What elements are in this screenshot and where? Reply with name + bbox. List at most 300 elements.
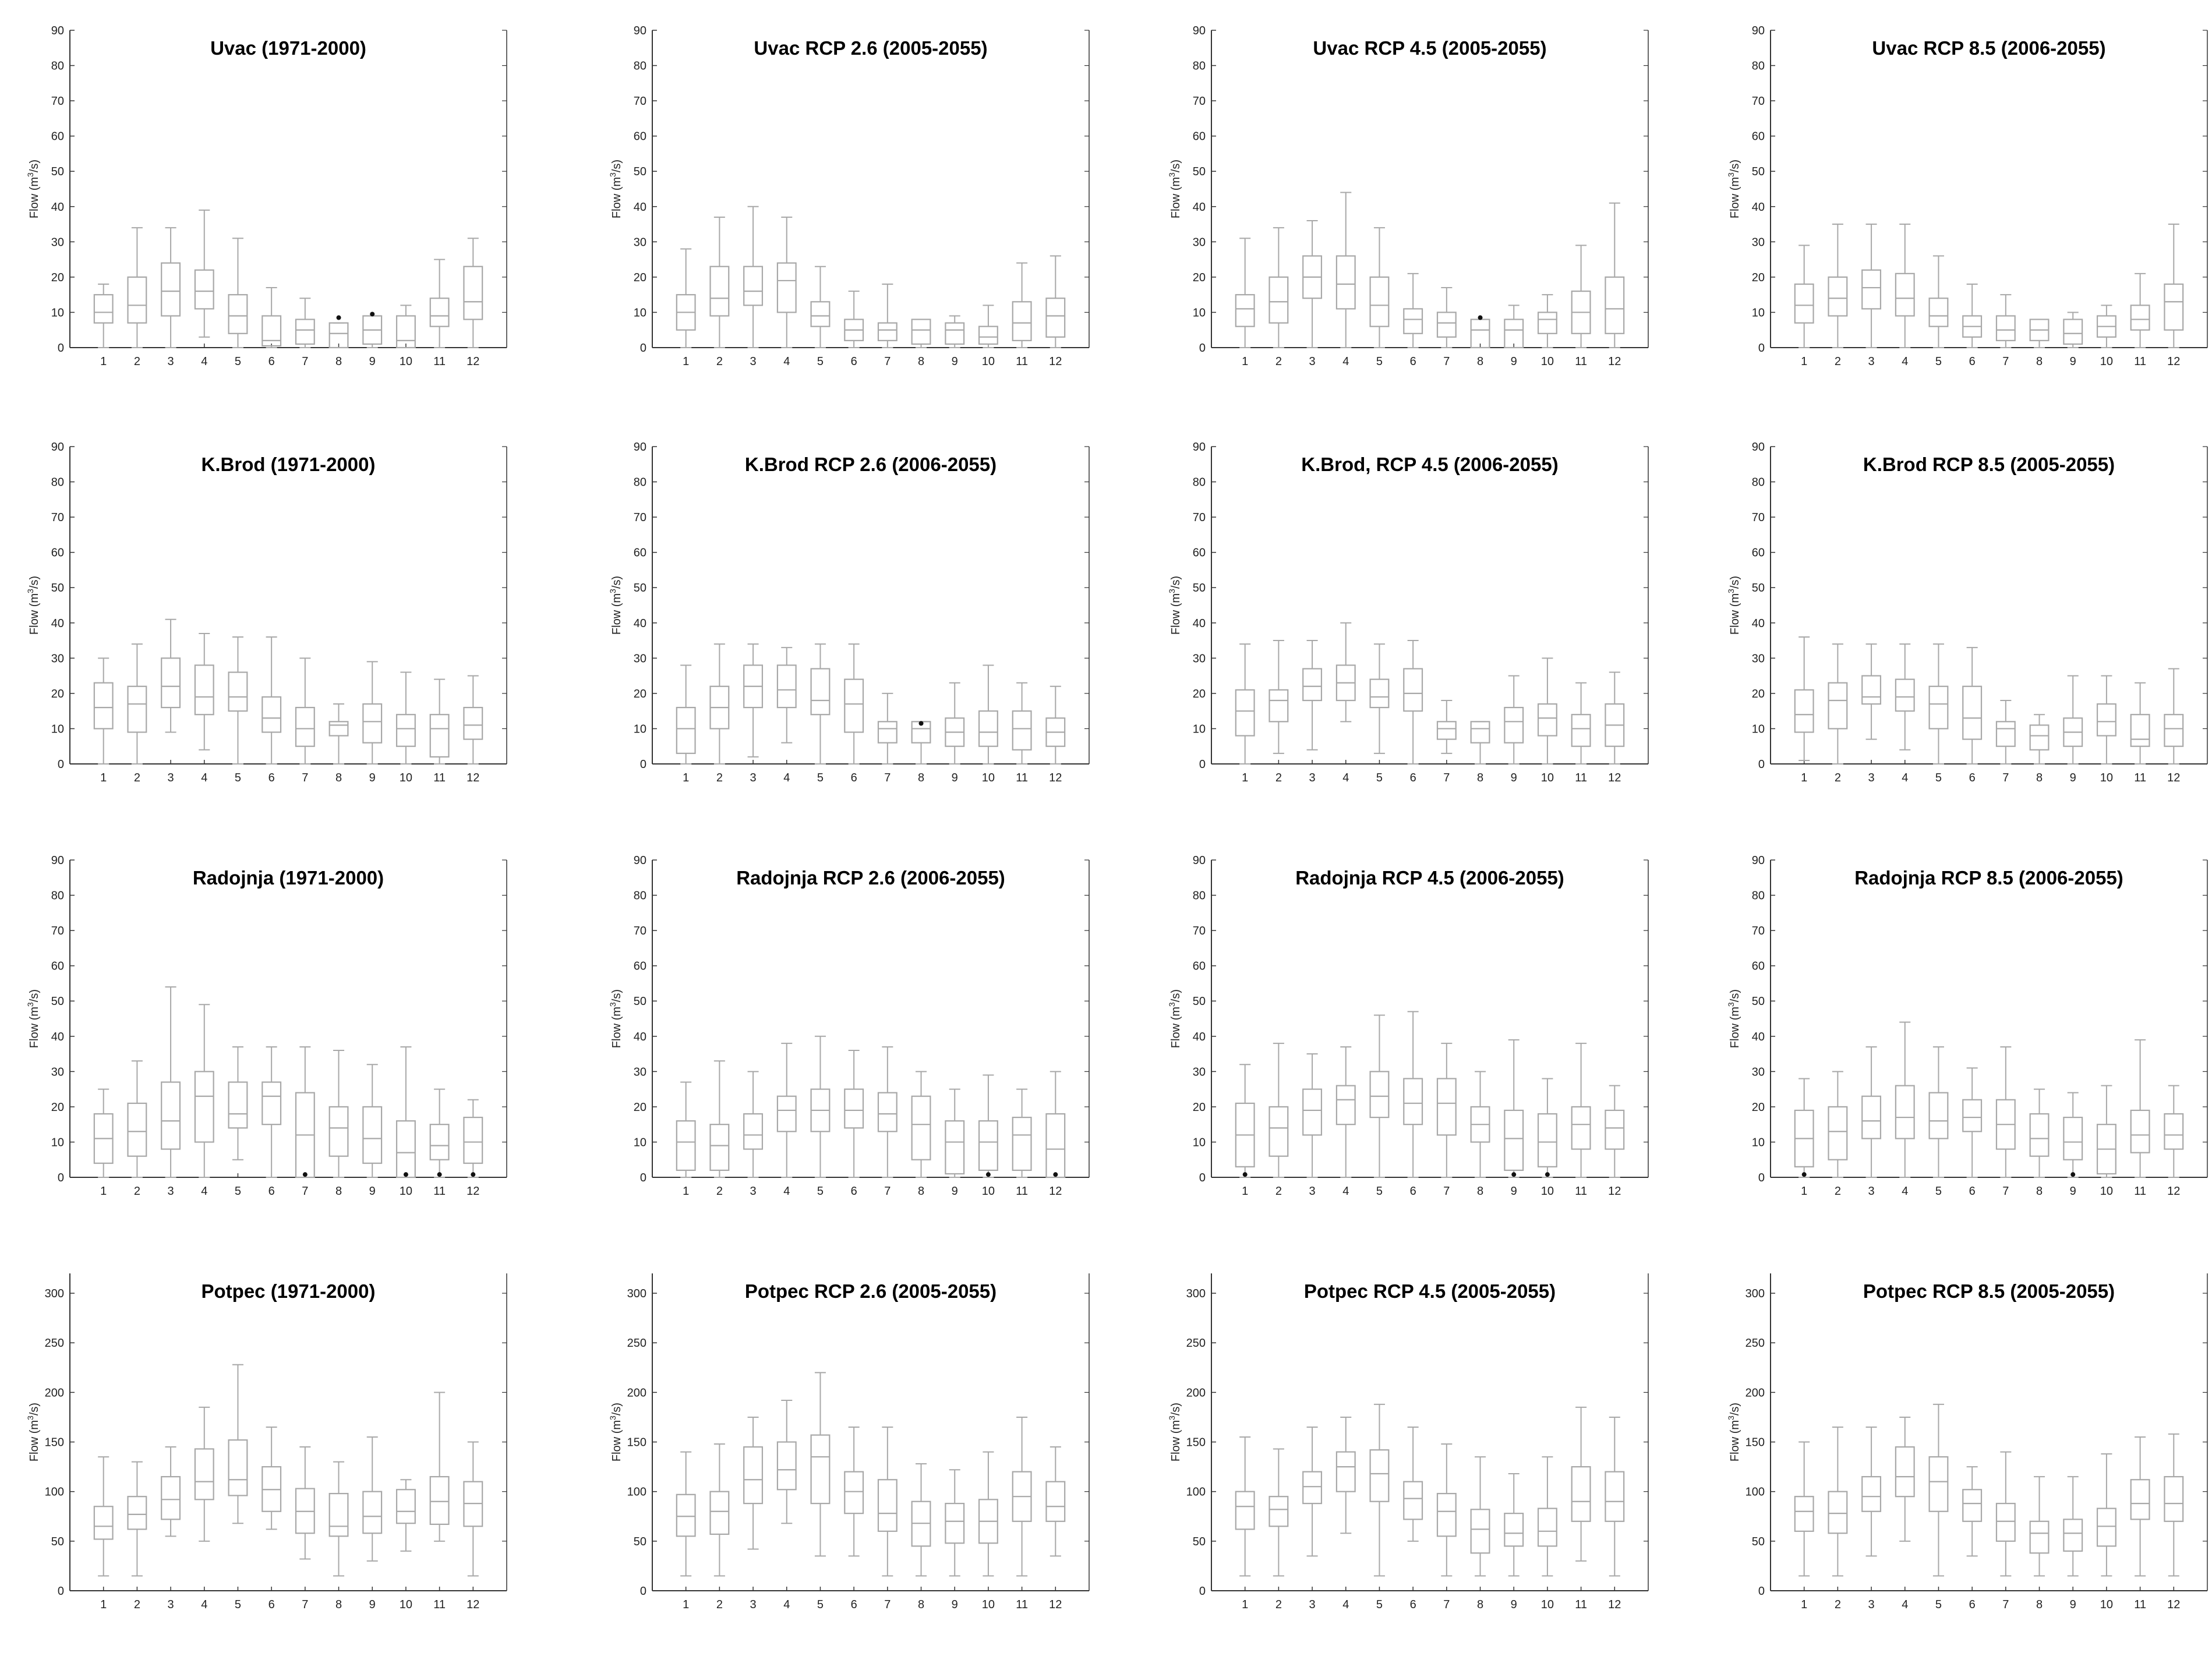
- x-tick-label: 9: [369, 355, 376, 368]
- box-12: [1605, 203, 1624, 348]
- iqr-box: [844, 1089, 863, 1128]
- y-tick-label: 0: [57, 1172, 64, 1184]
- x-tick-label: 10: [981, 1185, 995, 1198]
- iqr-box: [844, 1472, 863, 1514]
- x-tick-label: 5: [1376, 771, 1383, 784]
- x-tick-label: 12: [1608, 355, 1621, 368]
- box-2: [1829, 1427, 1847, 1576]
- iqr-box: [161, 263, 180, 316]
- iqr-box: [778, 263, 796, 313]
- iqr-box: [1862, 1096, 1881, 1139]
- y-tick-label: 60: [1751, 960, 1765, 973]
- y-tick-label: 60: [633, 130, 646, 143]
- outlier-point: [919, 721, 924, 725]
- iqr-box: [945, 1503, 964, 1543]
- x-tick-label: 7: [2002, 771, 2009, 784]
- x-tick-label: 2: [1834, 771, 1841, 784]
- y-axis-label: Flow $(m^3/s)$: [608, 159, 623, 219]
- y-tick-label: 20: [1751, 687, 1765, 700]
- y-tick-label: 70: [1192, 95, 1206, 108]
- y-tick-label: 90: [1192, 854, 1206, 867]
- y-axis-label: Flow $(m^3/s)$: [26, 1402, 41, 1462]
- x-tick-label: 7: [302, 771, 309, 784]
- iqr-box: [945, 1121, 964, 1174]
- iqr-box: [330, 721, 348, 735]
- box-7: [296, 1447, 315, 1559]
- box-4: [195, 1004, 214, 1177]
- x-tick-label: 7: [302, 1598, 309, 1611]
- box-3: [1862, 224, 1881, 348]
- box-8: [912, 320, 931, 348]
- iqr-box: [1370, 277, 1389, 327]
- x-tick-label: 4: [783, 1598, 790, 1611]
- x-tick-label: 2: [716, 355, 723, 368]
- x-tick-label: 12: [467, 1598, 480, 1611]
- y-tick-label: 0: [639, 1585, 646, 1598]
- y-tick-label: 30: [51, 1066, 64, 1079]
- chart-title: Potpec RCP 4.5 (2005-2055): [1303, 1280, 1556, 1302]
- iqr-box: [1471, 721, 1490, 742]
- x-tick-label: 3: [1868, 355, 1875, 368]
- boxplot-svg: [606, 440, 1159, 847]
- iqr-box: [363, 1107, 381, 1163]
- iqr-box: [161, 658, 180, 707]
- x-tick-label: 1: [1801, 771, 1808, 784]
- iqr-box: [878, 721, 897, 742]
- box-10: [2097, 305, 2116, 348]
- x-tick-label: 11: [1575, 1598, 1587, 1611]
- y-tick-label: 50: [1192, 1535, 1206, 1548]
- y-tick-label: 80: [1192, 889, 1206, 903]
- box-3: [161, 987, 180, 1177]
- x-tick-label: 12: [1049, 1185, 1062, 1198]
- iqr-box: [1795, 690, 1814, 732]
- iqr-box: [912, 1096, 931, 1160]
- y-tick-label: 10: [51, 723, 64, 736]
- y-tick-label: 200: [1745, 1386, 1765, 1400]
- x-tick-label: 3: [1868, 771, 1875, 784]
- chart-title: Potpec RCP 2.6 (2005-2055): [744, 1280, 997, 1302]
- box-5: [811, 1372, 830, 1556]
- iqr-box: [1862, 1477, 1881, 1512]
- box-12: [1046, 256, 1065, 348]
- chart-title: Potpec RCP 8.5 (2005-2055): [1863, 1280, 2115, 1302]
- box-2: [711, 1444, 729, 1576]
- box-2: [1829, 224, 1847, 348]
- chart-title: Radojnja RCP 8.5 (2006-2055): [1854, 867, 2123, 889]
- iqr-box: [1270, 277, 1288, 323]
- chart-title: Uvac (1971-2000): [210, 37, 366, 59]
- iqr-box: [1337, 1086, 1355, 1125]
- box-9: [945, 1089, 964, 1177]
- box-2: [711, 217, 729, 348]
- boxplot-svg: [1724, 1266, 2212, 1674]
- box-8: [330, 704, 348, 764]
- box-3: [1303, 1427, 1321, 1556]
- x-tick-label: 2: [716, 1598, 723, 1611]
- y-tick-label: 10: [51, 1136, 64, 1149]
- y-tick-label: 100: [627, 1485, 646, 1499]
- iqr-box: [2097, 1509, 2116, 1546]
- box-4: [1337, 193, 1355, 348]
- y-axis-label: Flow $(m^3/s)$: [1167, 1402, 1182, 1462]
- x-tick-label: 2: [1834, 355, 1841, 368]
- y-axis-label: Flow $(m^3/s)$: [1726, 575, 1741, 635]
- y-tick-label: 70: [51, 511, 64, 525]
- y-tick-label: 10: [633, 306, 646, 320]
- x-tick-label: 6: [268, 771, 275, 784]
- x-tick-label: 1: [1801, 355, 1808, 368]
- iqr-box: [1896, 679, 1914, 712]
- box-9: [363, 661, 381, 764]
- box-7: [1437, 288, 1456, 348]
- boxplot-panel: [23, 1266, 577, 1674]
- x-tick-label: 8: [335, 771, 342, 784]
- x-tick-label: 5: [234, 771, 242, 784]
- box-7: [1997, 1047, 2015, 1177]
- x-tick-label: 1: [1242, 771, 1249, 784]
- x-tick-label: 8: [1476, 1185, 1484, 1198]
- x-tick-label: 1: [683, 1185, 690, 1198]
- y-tick-label: 70: [1192, 511, 1206, 525]
- box-11: [2131, 1040, 2150, 1177]
- iqr-box: [262, 1082, 281, 1125]
- y-tick-label: 0: [57, 1585, 64, 1598]
- box-4: [1337, 1417, 1355, 1533]
- y-tick-label: 0: [1199, 1585, 1206, 1598]
- y-tick-label: 70: [1751, 95, 1765, 108]
- box-5: [229, 1365, 248, 1524]
- chart-title: K.Brod, RCP 4.5 (2006-2055): [1301, 454, 1559, 475]
- box-12: [1605, 673, 1624, 764]
- iqr-box: [1404, 1482, 1422, 1520]
- y-tick-label: 150: [1745, 1436, 1765, 1449]
- iqr-box: [1370, 1450, 1389, 1502]
- y-tick-label: 30: [1192, 1066, 1206, 1079]
- box-9: [363, 316, 381, 348]
- x-tick-label: 4: [1902, 1185, 1909, 1198]
- iqr-box: [1997, 721, 2015, 746]
- y-tick-label: 70: [633, 925, 646, 938]
- box-4: [195, 1407, 214, 1541]
- x-tick-label: 11: [2134, 355, 2146, 368]
- iqr-box: [464, 1117, 482, 1163]
- y-tick-label: 40: [633, 617, 646, 630]
- x-tick-label: 9: [951, 1185, 958, 1198]
- y-tick-label: 10: [1751, 306, 1765, 320]
- y-tick-label: 50: [633, 1535, 646, 1548]
- iqr-box: [1046, 298, 1065, 337]
- box-6: [844, 291, 863, 348]
- x-tick-label: 12: [467, 1185, 480, 1198]
- x-tick-label: 9: [1510, 771, 1517, 784]
- x-tick-label: 8: [917, 355, 925, 368]
- y-tick-label: 250: [627, 1337, 646, 1350]
- boxplot-svg: [23, 440, 577, 847]
- y-axis-label: Flow $(m^3/s)$: [608, 575, 623, 635]
- x-tick-label: 8: [2036, 355, 2043, 368]
- iqr-box: [1896, 1447, 1914, 1496]
- iqr-box: [677, 1121, 695, 1170]
- y-tick-label: 50: [1751, 995, 1765, 1008]
- y-tick-label: 80: [633, 59, 646, 73]
- box-6: [1404, 274, 1422, 348]
- iqr-box: [1471, 320, 1490, 348]
- x-tick-label: 1: [100, 355, 107, 368]
- y-tick-label: 250: [1186, 1337, 1206, 1350]
- iqr-box: [878, 323, 897, 341]
- iqr-box: [2131, 714, 2150, 746]
- chart-title: K.Brod RCP 8.5 (2005-2055): [1863, 454, 2115, 475]
- boxplot-panel: [1165, 23, 1718, 431]
- box-7: [1997, 295, 2015, 348]
- y-tick-label: 40: [51, 200, 64, 214]
- iqr-box: [1963, 686, 1981, 739]
- y-tick-label: 50: [51, 582, 64, 595]
- x-tick-label: 1: [683, 771, 690, 784]
- y-tick-label: 70: [1751, 511, 1765, 525]
- x-tick-label: 3: [750, 1598, 757, 1611]
- x-tick-label: 9: [951, 1598, 958, 1611]
- iqr-box: [878, 1480, 897, 1531]
- box-2: [1270, 228, 1288, 348]
- y-tick-label: 80: [1192, 476, 1206, 489]
- iqr-box: [464, 707, 482, 739]
- y-axis-label: Flow $(m^3/s)$: [1167, 575, 1182, 635]
- box-3: [744, 644, 762, 757]
- box-9: [1504, 1040, 1523, 1177]
- y-tick-label: 70: [51, 925, 64, 938]
- x-tick-label: 7: [884, 1185, 891, 1198]
- iqr-box: [1997, 1503, 2015, 1541]
- y-tick-label: 20: [51, 687, 64, 700]
- x-tick-label: 6: [268, 355, 275, 368]
- x-tick-label: 3: [167, 771, 174, 784]
- x-tick-label: 5: [1935, 355, 1942, 368]
- box-9: [2063, 1477, 2082, 1576]
- box-8: [912, 721, 931, 764]
- x-tick-label: 7: [1443, 1185, 1450, 1198]
- y-tick-label: 10: [633, 723, 646, 736]
- iqr-box: [1997, 316, 2015, 341]
- box-7: [1997, 700, 2015, 764]
- box-8: [2030, 714, 2049, 764]
- outlier-point: [2070, 1172, 2075, 1177]
- box-12: [2164, 669, 2183, 765]
- x-tick-label: 6: [1969, 355, 1976, 368]
- y-tick-label: 90: [1751, 441, 1765, 454]
- iqr-box: [296, 707, 315, 746]
- box-3: [744, 1071, 762, 1177]
- x-tick-label: 10: [399, 1598, 413, 1611]
- y-tick-label: 20: [1751, 1100, 1765, 1114]
- box-1: [94, 1089, 113, 1177]
- box-1: [677, 1452, 695, 1576]
- iqr-box: [1270, 1107, 1288, 1156]
- boxplot-svg: [606, 1266, 1159, 1674]
- x-tick-label: 3: [1309, 771, 1316, 784]
- box-12: [464, 238, 482, 348]
- y-tick-label: 30: [633, 652, 646, 666]
- box-10: [2097, 1454, 2116, 1576]
- iqr-box: [195, 1449, 214, 1499]
- box-5: [229, 238, 248, 348]
- x-tick-label: 7: [302, 355, 309, 368]
- y-tick-label: 90: [1192, 441, 1206, 454]
- outlier-point: [1478, 316, 1483, 320]
- box-8: [330, 1462, 348, 1576]
- box-10: [979, 1075, 998, 1177]
- x-tick-label: 11: [433, 1185, 446, 1198]
- iqr-box: [1862, 676, 1881, 704]
- iqr-box: [1930, 1093, 1948, 1139]
- iqr-box: [1538, 1114, 1557, 1167]
- y-axis-label: Flow $(m^3/s)$: [1726, 159, 1741, 219]
- iqr-box: [2131, 305, 2150, 330]
- iqr-box: [296, 320, 315, 344]
- x-tick-label: 12: [2167, 1185, 2181, 1198]
- iqr-box: [711, 1124, 729, 1170]
- boxplot-svg: [606, 853, 1159, 1261]
- box-6: [844, 1427, 863, 1556]
- y-tick-label: 0: [1758, 342, 1765, 355]
- y-tick-label: 30: [1192, 652, 1206, 666]
- x-tick-label: 6: [1409, 355, 1416, 368]
- y-tick-label: 20: [1192, 271, 1206, 284]
- x-tick-label: 12: [1608, 771, 1621, 784]
- x-tick-label: 3: [750, 355, 757, 368]
- iqr-box: [229, 1440, 248, 1495]
- box-4: [195, 633, 214, 750]
- y-tick-label: 20: [633, 271, 646, 284]
- outlier-point: [437, 1172, 442, 1177]
- y-tick-label: 10: [1192, 1136, 1206, 1149]
- box-12: [2164, 1086, 2183, 1177]
- x-tick-label: 5: [234, 355, 242, 368]
- iqr-box: [844, 679, 863, 732]
- chart-title: Uvac RCP 2.6 (2005-2055): [754, 37, 988, 59]
- chart-title: Radojnja (1971-2000): [192, 867, 384, 889]
- x-tick-label: 2: [133, 355, 140, 368]
- iqr-box: [1795, 284, 1814, 323]
- iqr-box: [430, 1124, 449, 1160]
- iqr-box: [464, 267, 482, 320]
- x-tick-label: 2: [716, 1185, 723, 1198]
- y-tick-label: 0: [1758, 758, 1765, 771]
- x-tick-label: 5: [1935, 771, 1942, 784]
- iqr-box: [128, 1496, 147, 1529]
- y-axis-label: Flow $(m^3/s)$: [1726, 1402, 1741, 1462]
- y-tick-label: 60: [633, 546, 646, 560]
- iqr-box: [1404, 309, 1422, 333]
- boxplot-panel: [23, 853, 577, 1261]
- box-6: [1963, 1467, 1981, 1556]
- iqr-box: [1270, 690, 1288, 722]
- x-tick-label: 4: [201, 1185, 208, 1198]
- outlier-point: [370, 312, 374, 316]
- iqr-box: [1930, 298, 1948, 326]
- y-tick-label: 30: [51, 236, 64, 249]
- box-9: [2063, 312, 2082, 348]
- outlier-point: [303, 1172, 308, 1177]
- iqr-box: [878, 1093, 897, 1132]
- x-tick-label: 10: [1540, 1185, 1554, 1198]
- iqr-box: [1829, 277, 1847, 316]
- x-tick-label: 10: [981, 771, 995, 784]
- box-3: [1303, 1054, 1321, 1177]
- y-tick-label: 0: [639, 758, 646, 771]
- x-tick-label: 9: [2069, 1185, 2076, 1198]
- iqr-box: [1795, 1496, 1814, 1531]
- iqr-box: [1370, 1071, 1389, 1117]
- box-5: [1370, 1404, 1389, 1576]
- iqr-box: [744, 1114, 762, 1149]
- boxplot-svg: [1724, 853, 2212, 1261]
- y-tick-label: 70: [1751, 925, 1765, 938]
- box-6: [1963, 284, 1981, 348]
- y-tick-label: 40: [633, 200, 646, 214]
- box-6: [262, 288, 281, 348]
- y-tick-label: 50: [633, 995, 646, 1008]
- iqr-box: [195, 665, 214, 714]
- box-10: [1538, 295, 1557, 348]
- box-3: [1303, 640, 1321, 750]
- x-tick-label: 10: [399, 355, 413, 368]
- box-9: [363, 1437, 381, 1561]
- boxplot-panel: [606, 440, 1159, 847]
- x-tick-label: 7: [1443, 1598, 1450, 1611]
- y-tick-label: 10: [1192, 723, 1206, 736]
- x-tick-label: 8: [2036, 1598, 2043, 1611]
- x-tick-label: 6: [850, 771, 857, 784]
- boxplot-panel: [1724, 440, 2212, 847]
- box-11: [2131, 1437, 2150, 1576]
- x-tick-label: 12: [1049, 1598, 1062, 1611]
- iqr-box: [1829, 683, 1847, 729]
- box-5: [1370, 1015, 1389, 1177]
- box-2: [128, 228, 147, 348]
- box-10: [2097, 1086, 2116, 1177]
- box-10: [2097, 676, 2116, 764]
- y-tick-label: 50: [1192, 582, 1206, 595]
- box-12: [464, 1100, 482, 1177]
- box-8: [1471, 721, 1490, 764]
- box-12: [1046, 1447, 1065, 1556]
- outlier-point: [337, 316, 341, 320]
- iqr-box: [94, 295, 113, 323]
- x-tick-label: 3: [167, 1185, 174, 1198]
- y-tick-label: 0: [1199, 342, 1206, 355]
- y-tick-label: 30: [633, 236, 646, 249]
- x-tick-label: 11: [1575, 1185, 1587, 1198]
- x-tick-label: 11: [433, 1598, 446, 1611]
- x-tick-label: 2: [133, 1598, 140, 1611]
- chart-title: K.Brod RCP 2.6 (2006-2055): [744, 454, 997, 475]
- iqr-box: [1572, 1467, 1591, 1521]
- x-tick-label: 3: [1868, 1598, 1875, 1611]
- y-tick-label: 20: [633, 687, 646, 700]
- x-tick-label: 10: [2100, 771, 2114, 784]
- x-tick-label: 10: [1540, 771, 1554, 784]
- y-tick-label: 250: [44, 1337, 64, 1350]
- x-tick-label: 1: [100, 1598, 107, 1611]
- chart-title: Uvac RCP 4.5 (2005-2055): [1313, 37, 1547, 59]
- y-tick-label: 300: [1745, 1287, 1765, 1301]
- box-1: [1795, 1078, 1814, 1177]
- x-tick-label: 8: [1476, 1598, 1484, 1611]
- boxplot-panel: [1165, 1266, 1718, 1674]
- x-tick-label: 6: [268, 1598, 275, 1611]
